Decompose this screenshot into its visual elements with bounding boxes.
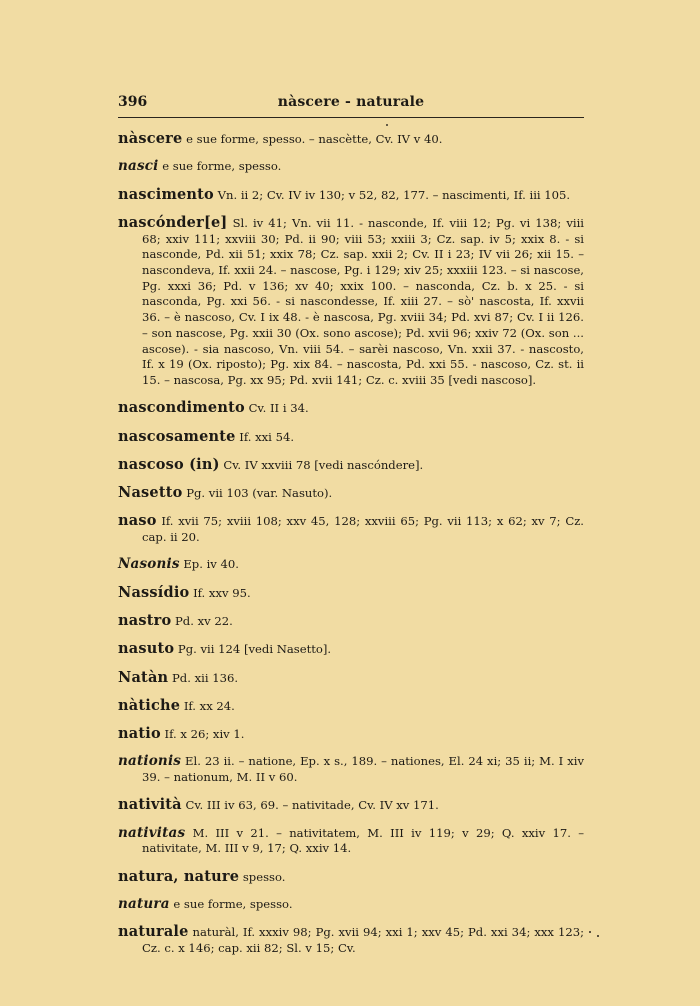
entry-text: Pg. vii 124 [vedi Nasetto]. xyxy=(177,642,332,657)
entry-text: Pd. xii 136. xyxy=(171,670,239,685)
page-header xyxy=(118,92,584,114)
dictionary-entry xyxy=(118,797,584,814)
dictionary-entry xyxy=(118,754,584,785)
entry-headword: naso xyxy=(118,512,157,530)
entry-text: Pd. xv 22. xyxy=(175,614,233,628)
entry-text: El. 23 ii. – natione, Ep. x s., 189. – nationes, El. 24 xi; 35 ii; M. I xiv 39. – nationum, M. II v 60. xyxy=(142,754,584,785)
dictionary-entry xyxy=(118,897,584,913)
header-rule xyxy=(118,117,584,118)
dictionary-entry xyxy=(118,670,584,687)
dictionary-entry xyxy=(118,924,584,956)
dictionary-entry xyxy=(118,429,584,446)
dictionary-entry xyxy=(118,585,584,602)
dictionary-entry xyxy=(118,485,584,502)
entry-headword: nasuto xyxy=(118,640,175,658)
dictionary-entry xyxy=(118,826,584,857)
entry-text: If. xxv 95. xyxy=(193,585,251,600)
dictionary-entry xyxy=(118,557,584,573)
entry-text: If. x 26; xiv 1. xyxy=(164,727,245,742)
entry-headword: nascoso (in) xyxy=(118,455,220,473)
dictionary-entry xyxy=(118,869,584,886)
entry-headword: nastro xyxy=(118,612,172,629)
entry-headword: nasci xyxy=(118,158,159,175)
entry-headword: Natàn xyxy=(118,668,169,686)
entry-text: spesso. xyxy=(242,869,286,884)
dictionary-entry xyxy=(118,641,584,658)
dictionary-entry xyxy=(118,400,584,417)
entry-headword: nàtiche xyxy=(118,696,181,714)
entry-headword: Nassídio xyxy=(118,583,190,601)
entry-text: If. xvii 75; xviii 108; xxv 45, 128; xxviii 65; Pg. vii 113; x 62; xv 7; Cz. cap. ii 20. xyxy=(142,514,584,545)
entry-headword: natio xyxy=(118,725,161,743)
entry-text: Vn. ii 2; Cv. IV iv 130; v 52, 82, 177. – nascimenti, If. iii 105. xyxy=(217,187,571,202)
entry-text: e sue forme, spesso. – nascètte, Cv. IV v 40. xyxy=(186,132,443,146)
entry-headword: natura, nature xyxy=(118,867,240,885)
dictionary-entry xyxy=(118,187,584,204)
entry-headword: nascondimento xyxy=(118,399,245,417)
entry-text: e sue forme, spesso. xyxy=(173,897,293,912)
dictionary-entry xyxy=(118,513,584,545)
running-head: nàscere - naturale xyxy=(277,94,425,110)
entry-headword: Nasonis xyxy=(118,556,180,573)
entry-headword: nascónder[e] xyxy=(118,213,228,231)
entry-text: Sl. iv 41; Vn. vii 11. - nasconde, If. viii 12; Pg. vi 138; viii 68; xxiv 111; xxviii 30; Pd. ii 90; viii 53; xxiii 3; Cz. sap. iv 5; xxix 8. - si nasconde, Pd. xii 51; xxix 78; Cz. sap. xxii 2; Cv. II i 23; IV vii 26; xii 15. – nascondeva, If. xxii 24. – nascose, Pg. i 129; xiv 25; xxxiii 123. – si nascose, Pg. xxxi 36; Pd. v 136; xv 40; xxix 100. – nasconda, Cz. b. x 25. - si nasconda, Pg. xxi 56. - si nascondesse, If. xiii 27. – sò' nascosta, If. xxvii 36. – è nascoso, Cv. I ix 48. - è nascosa, Pg. xviii 34; Pd. xvi 87; Cv. I ii 126. – son nascose, Pg. xxii 30 (Ox. sono ascose); Pd. xvii 96; xxiv 72 (Ox. son ... ascose). - sia nascoso, Vn. viii 54. – sarèi nascoso, Vn. xxii 37. - nascosto, If. x 19 (Ox. riposto); Pg. xix 84. – nascosta, Pd. xxi 55. - nascoso, Cz. st. ii 15. – nascosa, Pg. xx 95; Pd. xvii 141; Cz. c. xviii 35 [vedi nascoso]. xyxy=(142,215,585,387)
entry-text: Cv. IV xxviii 78 [vedi nascóndere]. xyxy=(223,457,424,472)
entry-headword: nascosamente xyxy=(118,427,236,445)
entry-text: M. III v 21. – nativitatem, M. III iv 119; v 29; Q. xxiv 17. – nativitate, M. III v 9, 17; Q. xxiv 14. xyxy=(142,825,584,856)
entry-text: If. xxi 54. xyxy=(239,429,295,444)
entry-text: Cv. II i 34. xyxy=(248,401,309,416)
entry-headword: naturale xyxy=(118,923,189,941)
entry-headword: Nasetto xyxy=(118,484,183,502)
entry-text: e sue forme, spesso. xyxy=(162,159,282,174)
ink-speck xyxy=(589,931,601,937)
dictionary-entry xyxy=(118,457,584,474)
dictionary-entry xyxy=(118,131,584,148)
entry-headword: nativitas xyxy=(118,824,186,841)
entry-text: Pg. vii 103 (var. Nasuto). xyxy=(186,486,333,501)
dictionary-entry xyxy=(118,698,584,715)
entry-headword: natura xyxy=(118,896,170,913)
entry-text: Ep. iv 40. xyxy=(183,557,239,572)
ink-speck xyxy=(386,124,388,126)
page-number: 396 xyxy=(118,94,148,110)
entry-headword: nàscere xyxy=(118,130,183,147)
dictionary-entries xyxy=(118,131,584,962)
entry-headword: natività xyxy=(118,796,182,814)
entry-headword: nationis xyxy=(118,753,182,770)
entry-text: If. xx 24. xyxy=(183,698,235,713)
dictionary-entry xyxy=(118,159,584,175)
entry-text: Cv. III iv 63, 69. – nativitade, Cv. IV xv 171. xyxy=(185,798,439,813)
entry-text: naturàl, If. xxxiv 98; Pg. xvii 94; xxi 1; xxv 45; Pd. xxi 34; xxx 123; Cz. c. x 146; cap. xii 82; Sl. v 15; Cv. xyxy=(142,925,584,956)
dictionary-entry xyxy=(118,726,584,743)
dictionary-entry xyxy=(118,613,584,630)
dictionary-entry xyxy=(118,215,584,389)
entry-headword: nascimento xyxy=(118,185,214,203)
